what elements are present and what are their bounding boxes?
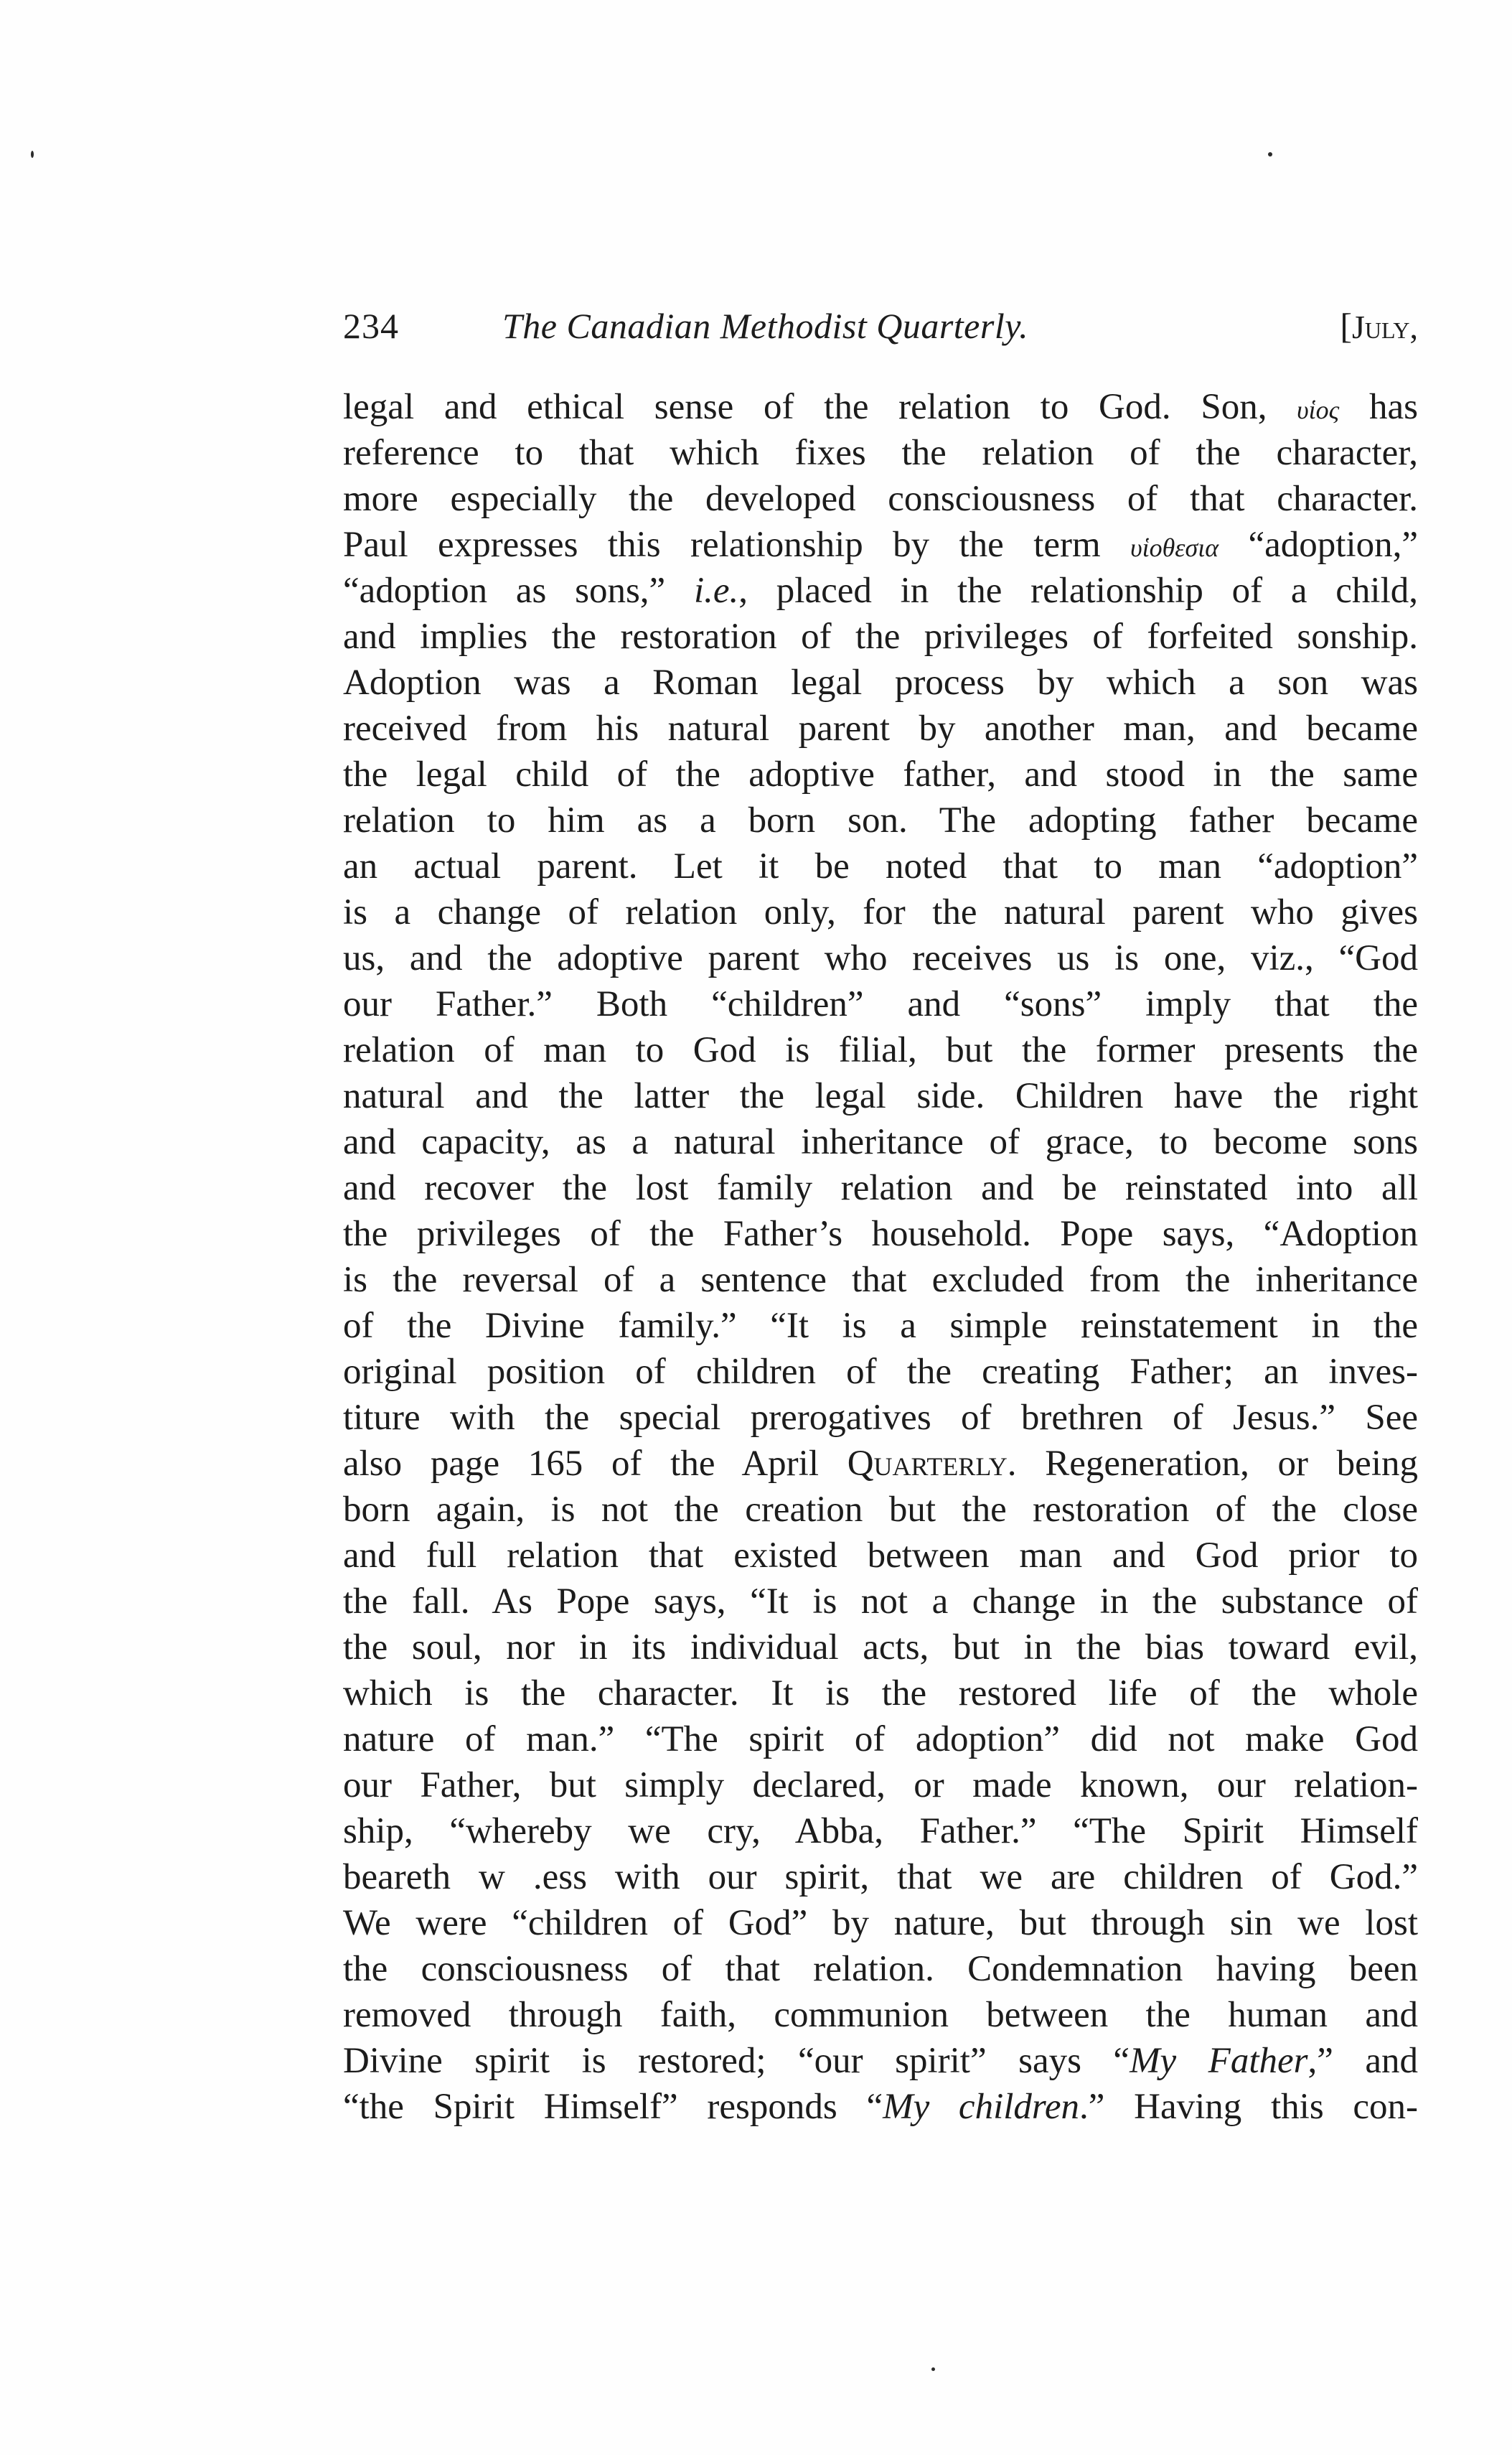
text-line: [343, 2038, 1418, 2084]
scan-speck: [1268, 152, 1272, 156]
italic-text: i.e.: [693, 571, 739, 611]
text-line: [343, 522, 1418, 568]
issue-month: [1340, 305, 1418, 347]
text-line: more especially the developed consciousness of that character.: [343, 479, 1418, 519]
text-line: reference to that which fixes the relation of the character,: [343, 433, 1418, 473]
text-line: our Father.” Both “children” and “sons” imply that the: [343, 984, 1418, 1024]
text-span: has: [1339, 387, 1418, 427]
text-line: We were “children of God” by nature, but through sin we lost: [343, 1903, 1418, 1943]
text-line: the privileges of the Father’s household. Pope says, “Adoption: [343, 1214, 1418, 1254]
text-line: [343, 1441, 1418, 1487]
text-line: the legal child of the adoptive father, and stood in the same: [343, 754, 1418, 795]
text-line: relation of man to God is filial, but the former presents the: [343, 1030, 1418, 1070]
text-line: titure with the special prerogatives of brethren of Jesus.” See: [343, 1398, 1418, 1438]
text-line: original position of children of the creating Father; an inves-: [343, 1352, 1418, 1392]
scan-speck: [931, 2367, 935, 2371]
text-line: beareth w .ess with our spirit, that we are children of God.”: [343, 1857, 1418, 1897]
text-line: [343, 568, 1418, 614]
text-line: Adoption was a Roman legal process by which a son was: [343, 663, 1418, 703]
text-line: which is the character. It is the restored life of the whole: [343, 1673, 1418, 1713]
text-span: .” Having this con-: [1079, 2087, 1418, 2127]
text-line: the fall. As Pope says, “It is not a change in the substance of: [343, 1581, 1418, 1622]
text-line: our Father, but simply declared, or made known, our relation-: [343, 1765, 1418, 1805]
text-line: nature of man.” “The spirit of adoption” did not make God: [343, 1719, 1418, 1759]
text-line: [343, 2084, 1418, 2130]
greek-term: υἱος: [1297, 396, 1340, 424]
page-number: 234: [343, 306, 399, 346]
text-span: ,” and: [1307, 2041, 1418, 2081]
text-line: received from his natural parent by another man, and became: [343, 709, 1418, 749]
running-title: The Canadian Methodist Quarterly.: [502, 306, 1029, 346]
text-line: an actual parent. Let it be noted that to man “adoption”: [343, 846, 1418, 887]
text-line: and full relation that existed between man and God prior to: [343, 1535, 1418, 1576]
body-text: [343, 384, 1418, 2130]
text-line: the consciousness of that relation. Condemnation having been: [343, 1949, 1418, 1989]
italic-text: My Father: [1130, 2041, 1308, 2081]
running-header: [343, 305, 1418, 363]
italic-text: My children: [883, 2087, 1080, 2127]
text-line: and capacity, as a natural inheritance of grace, to become sons: [343, 1122, 1418, 1162]
month-bracket: [: [1340, 306, 1353, 346]
text-line: natural and the latter the legal side. Children have the right: [343, 1076, 1418, 1116]
text-span: “adoption,”: [1218, 525, 1418, 565]
text-span: Divine spirit is restored; “our spirit” says “: [343, 2041, 1130, 2081]
text-line: born again, is not the creation but the restoration of the close: [343, 1490, 1418, 1530]
text-line: and recover the lost family relation and be reinstated into all: [343, 1168, 1418, 1208]
text-line: removed through faith, communion between the human and: [343, 1995, 1418, 2035]
text-line: relation to him as a born son. The adopting father became: [343, 800, 1418, 841]
text-span: . Regeneration, or being: [1007, 1444, 1418, 1484]
text-line: is the reversal of a sentence that excluded from the inheritance: [343, 1260, 1418, 1300]
text-span: also page 165 of the April: [343, 1444, 847, 1484]
text-span: , placed in the relationship of a child,: [738, 571, 1418, 611]
greek-term: υἱοθεσια: [1130, 533, 1219, 562]
text-line: the soul, nor in its individual acts, but in the bias toward evil,: [343, 1627, 1418, 1668]
text-line: us, and the adoptive parent who receives us is one, viz., “God: [343, 938, 1418, 978]
month-label: July,: [1352, 309, 1418, 345]
text-line: is a change of relation only, for the natural parent who gives: [343, 892, 1418, 932]
small-caps-text: Quarterly: [847, 1444, 1008, 1484]
text-line: [343, 384, 1418, 430]
text-span: “the Spirit Himself” responds “: [343, 2087, 883, 2127]
text-line: ship, “whereby we cry, Abba, Father.” “The Spirit Himself: [343, 1811, 1418, 1851]
text-line: and implies the restoration of the privileges of forfeited sonship.: [343, 617, 1418, 657]
text-span: Paul expresses this relationship by the term: [343, 525, 1131, 565]
text-line: of the Divine family.” “It is a simple reinstatement in the: [343, 1306, 1418, 1346]
scan-speck: [31, 151, 34, 158]
text-span: “adoption as sons,”: [343, 571, 694, 611]
text-span: legal and ethical sense of the relation to God. Son,: [343, 387, 1297, 427]
